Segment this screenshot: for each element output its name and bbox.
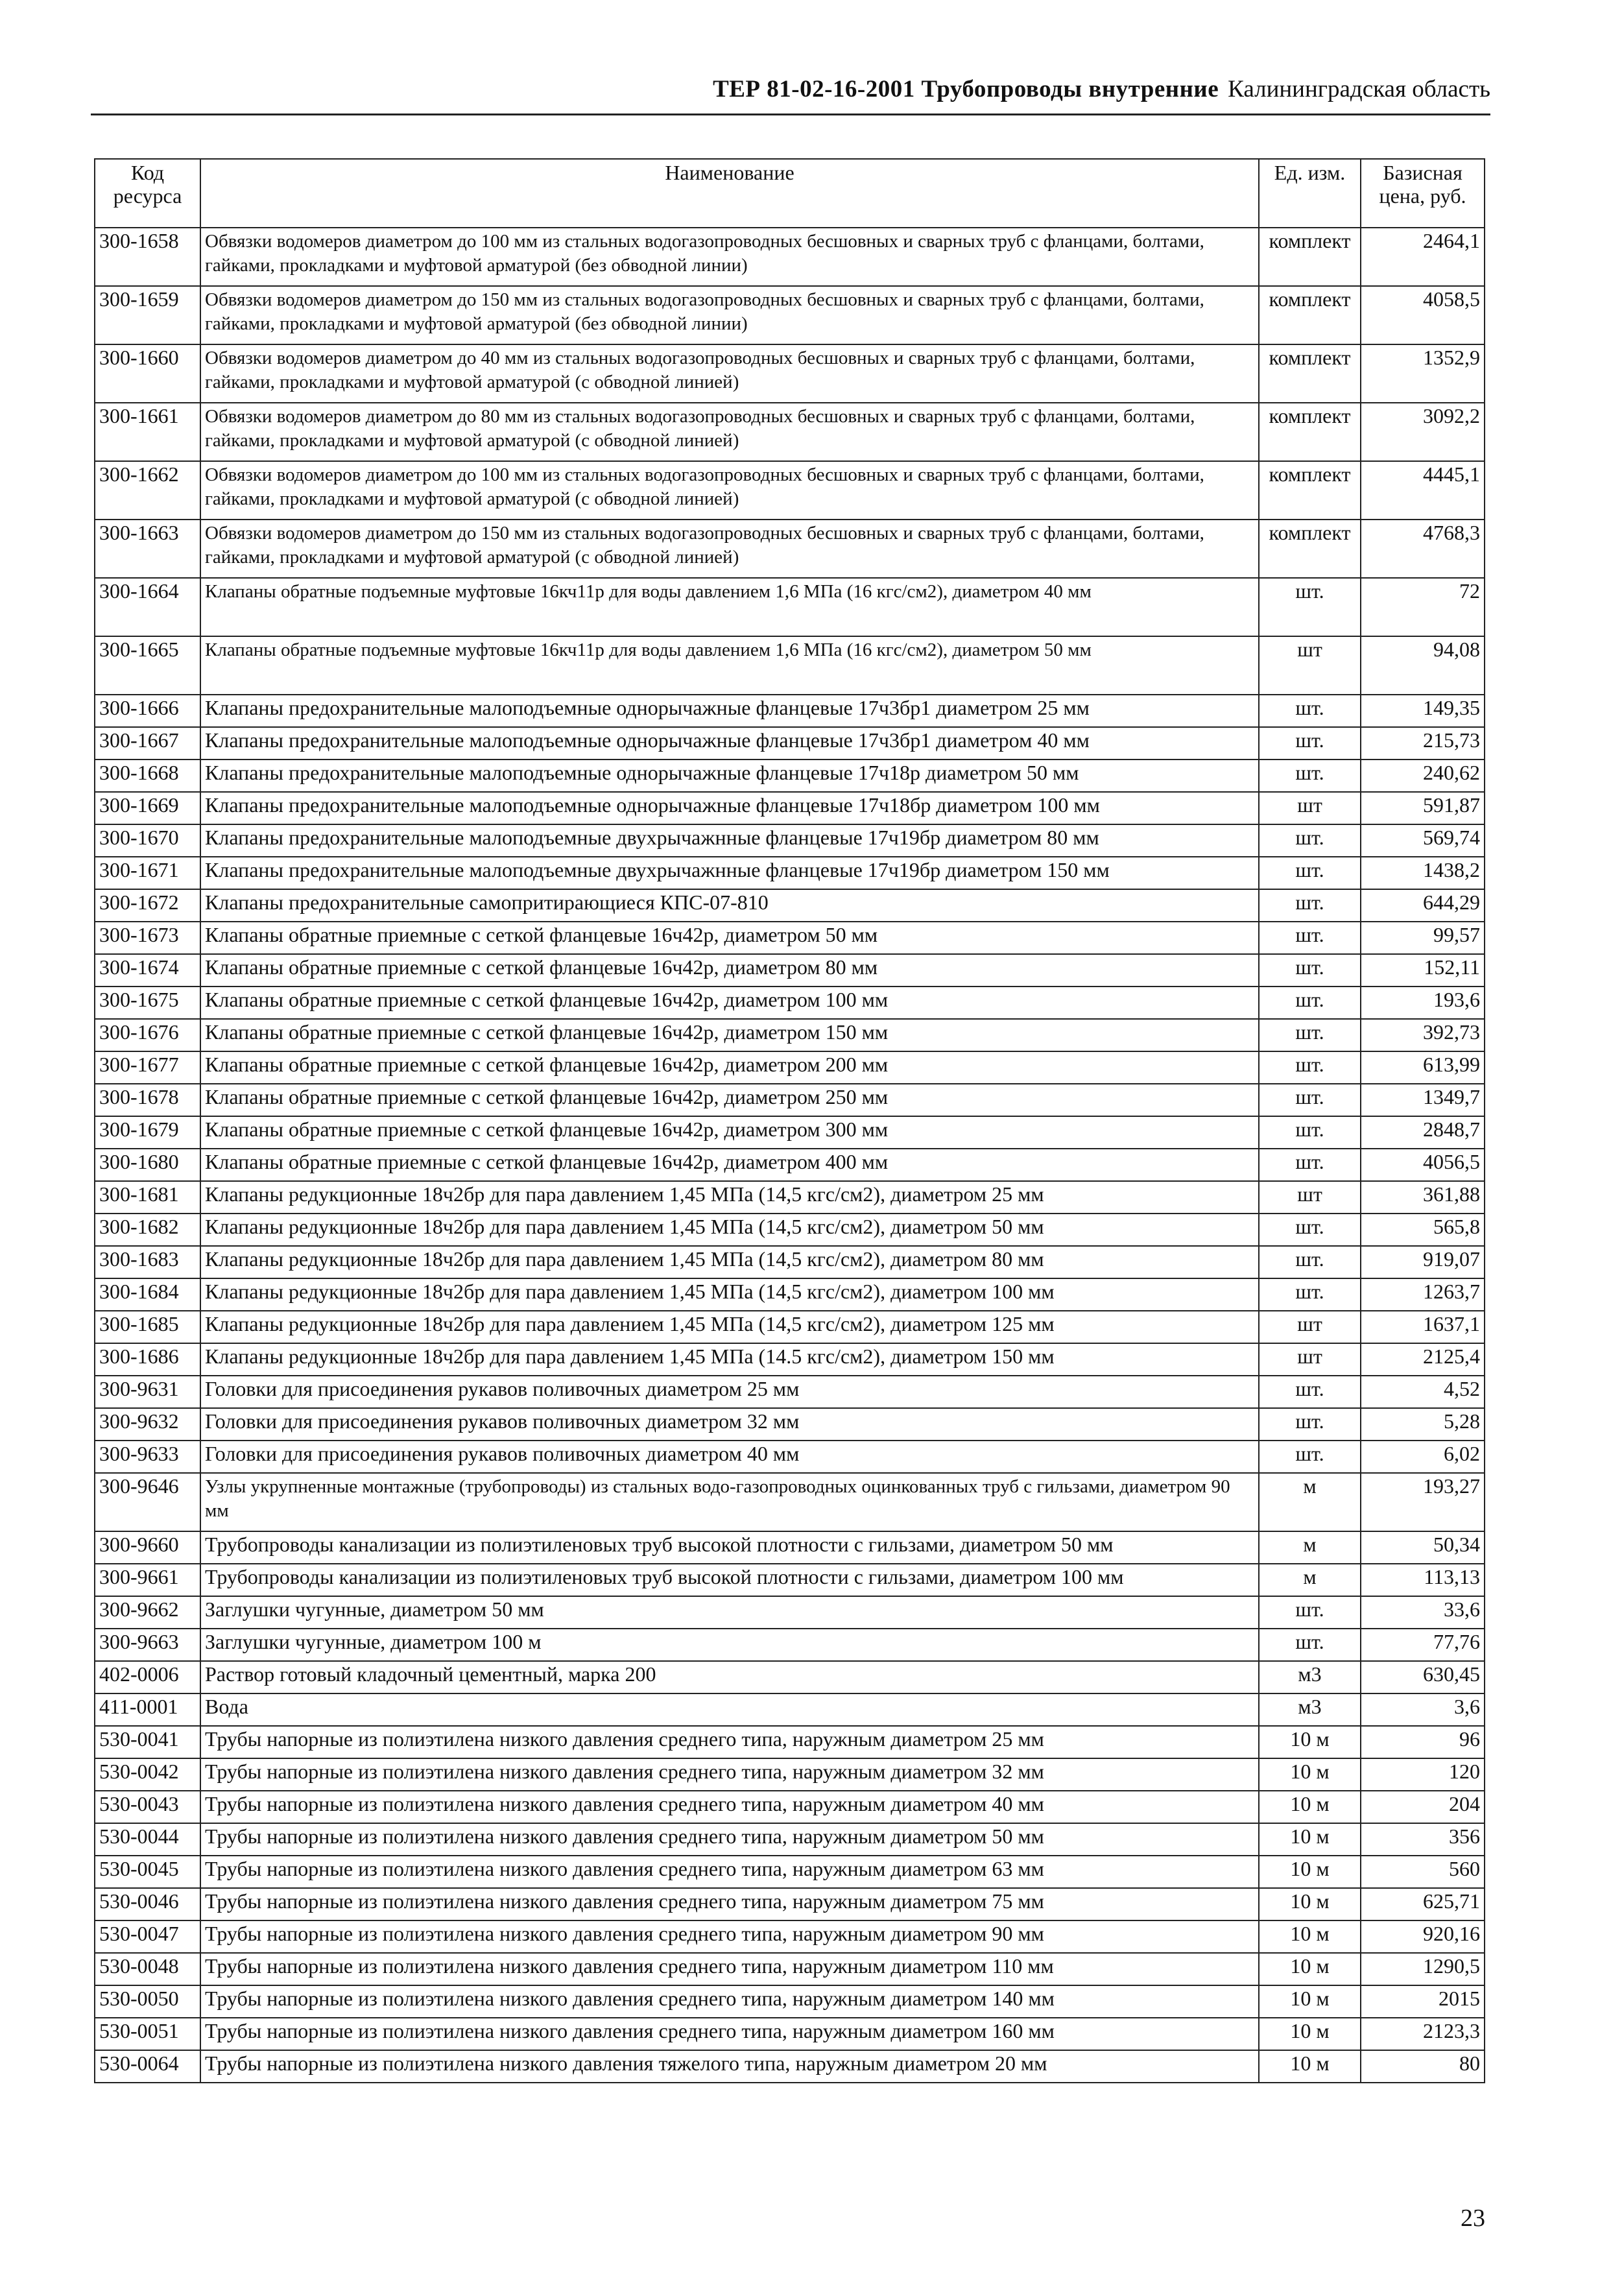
code-cell: 300-1665 [95, 636, 200, 695]
name-cell: Головки для присоединения рукавов поливочных диаметром 25 мм [200, 1376, 1259, 1408]
unit-cell: шт. [1259, 1149, 1361, 1181]
table-row [95, 1531, 1485, 1564]
code-cell: 300-1683 [95, 1246, 200, 1278]
table-row [95, 1311, 1485, 1343]
table-row [95, 2050, 1485, 2083]
unit-cell: шт. [1259, 1596, 1361, 1629]
unit-cell: 10 м [1259, 1920, 1361, 1953]
name-cell: Обвязки водомеров диаметром до 100 мм из стальных водогазопроводных бесшовных и сварных труб с фланцами, болтами, гайками, прокладками и муфтовой арматурой (без обводной линии) [200, 228, 1259, 286]
name-cell: Клапаны предохранительные малоподъемные однорычажные фланцевые 17ч18р диаметром 50 мм [200, 760, 1259, 792]
table-row [95, 1473, 1485, 1531]
table-row [95, 1181, 1485, 1214]
code-cell: 300-1685 [95, 1311, 200, 1343]
name-cell: Клапаны предохранительные малоподъемные однорычажные фланцевые 17ч18бр диаметром 100 мм [200, 792, 1259, 824]
name-cell: Клапаны редукционные 18ч2бр для пара давлением 1,45 МПа (14,5 кгс/см2), диаметром 100 мм [200, 1278, 1259, 1311]
table-header-row [95, 159, 1485, 228]
name-cell: Головки для присоединения рукавов поливочных диаметром 32 мм [200, 1408, 1259, 1441]
price-cell: 72 [1361, 578, 1485, 636]
code-cell: 300-1682 [95, 1214, 200, 1246]
unit-cell: шт. [1259, 1246, 1361, 1278]
unit-cell: шт. [1259, 1376, 1361, 1408]
table-row [95, 1343, 1485, 1376]
price-cell: 96 [1361, 1726, 1485, 1758]
name-cell: Клапаны предохранительные самопритирающиеся КПС-07-810 [200, 889, 1259, 922]
price-cell: 1637,1 [1361, 1311, 1485, 1343]
name-cell: Клапаны редукционные 18ч2бр для пара давлением 1,45 МПа (14.5 кгс/см2), диаметром 150 мм [200, 1343, 1259, 1376]
unit-cell: 10 м [1259, 2018, 1361, 2050]
code-cell: 530-0047 [95, 1920, 200, 1953]
table-row [95, 1693, 1485, 1726]
code-cell: 300-1668 [95, 760, 200, 792]
unit-cell: 10 м [1259, 1791, 1361, 1823]
name-cell: Трубы напорные из полиэтилена низкого давления среднего типа, наружным диаметром 110 мм [200, 1953, 1259, 1985]
name-cell: Клапаны обратные приемные с сеткой фланцевые 16ч42р, диаметром 300 мм [200, 1116, 1259, 1149]
name-cell: Трубопроводы канализации из полиэтиленовых труб высокой плотности с гильзами, диаметром 50 мм [200, 1531, 1259, 1564]
name-cell: Клапаны обратные приемные с сеткой фланцевые 16ч42р, диаметром 400 мм [200, 1149, 1259, 1181]
code-cell: 300-1661 [95, 403, 200, 461]
code-cell: 411-0001 [95, 1693, 200, 1726]
unit-cell: комплект [1259, 286, 1361, 344]
price-cell: 2125,4 [1361, 1343, 1485, 1376]
price-cell: 94,08 [1361, 636, 1485, 695]
code-cell: 300-1676 [95, 1019, 200, 1051]
price-cell: 919,07 [1361, 1246, 1485, 1278]
code-cell: 300-1663 [95, 520, 200, 578]
name-cell: Трубы напорные из полиэтилена низкого давления среднего типа, наружным диаметром 63 мм [200, 1856, 1259, 1888]
name-cell: Клапаны предохранительные малоподъемные однорычажные фланцевые 17ч3бр1 диаметром 40 мм [200, 727, 1259, 760]
unit-cell: шт [1259, 1311, 1361, 1343]
price-cell: 80 [1361, 2050, 1485, 2083]
unit-cell: 10 м [1259, 1985, 1361, 2018]
table-body [95, 228, 1485, 2083]
code-cell: 300-9631 [95, 1376, 200, 1408]
name-cell: Трубопроводы канализации из полиэтиленовых труб высокой плотности с гильзами, диаметром 100 мм [200, 1564, 1259, 1596]
code-cell: 300-9632 [95, 1408, 200, 1441]
table-row [95, 1953, 1485, 1985]
unit-cell: шт. [1259, 760, 1361, 792]
unit-cell: шт. [1259, 857, 1361, 889]
unit-cell: комплект [1259, 344, 1361, 403]
unit-cell: шт. [1259, 922, 1361, 954]
code-cell: 300-1678 [95, 1084, 200, 1116]
code-cell: 300-1669 [95, 792, 200, 824]
unit-cell: комплект [1259, 461, 1361, 520]
resource-price-table [94, 158, 1485, 2083]
table-row [95, 1758, 1485, 1791]
unit-cell: шт. [1259, 954, 1361, 987]
code-cell: 300-9661 [95, 1564, 200, 1596]
unit-cell: шт. [1259, 1629, 1361, 1661]
name-cell: Обвязки водомеров диаметром до 150 мм из стальных водогазопроводных бесшовных и сварных труб с фланцами, болтами, гайками, прокладками и муфтовой арматурой (без обводной линии) [200, 286, 1259, 344]
price-cell: 2848,7 [1361, 1116, 1485, 1149]
name-cell: Раствор готовый кладочный цементный, марка 200 [200, 1661, 1259, 1693]
unit-cell: шт. [1259, 1278, 1361, 1311]
unit-cell: м3 [1259, 1661, 1361, 1693]
price-cell: 2464,1 [1361, 228, 1485, 286]
table-row [95, 1051, 1485, 1084]
page-header [91, 75, 1490, 115]
unit-cell: м [1259, 1564, 1361, 1596]
table-row [95, 1278, 1485, 1311]
price-cell: 3,6 [1361, 1693, 1485, 1726]
price-cell: 113,13 [1361, 1564, 1485, 1596]
code-cell: 300-1660 [95, 344, 200, 403]
table-row [95, 344, 1485, 403]
price-cell: 5,28 [1361, 1408, 1485, 1441]
unit-cell: шт. [1259, 824, 1361, 857]
price-cell: 1352,9 [1361, 344, 1485, 403]
code-cell: 300-1684 [95, 1278, 200, 1311]
name-cell: Клапаны обратные приемные с сеткой фланцевые 16ч42р, диаметром 200 мм [200, 1051, 1259, 1084]
table-row [95, 1408, 1485, 1441]
document-title: ТЕР 81-02-16-2001 Трубопроводы внутренние [713, 76, 1219, 102]
unit-cell: шт. [1259, 727, 1361, 760]
unit-cell: комплект [1259, 228, 1361, 286]
table-row [95, 1149, 1485, 1181]
table-row [95, 1661, 1485, 1693]
table-row [95, 636, 1485, 695]
table-row [95, 1214, 1485, 1246]
code-cell: 300-9660 [95, 1531, 200, 1564]
code-cell: 300-1672 [95, 889, 200, 922]
price-cell: 215,73 [1361, 727, 1485, 760]
unit-cell: шт [1259, 636, 1361, 695]
table-row [95, 954, 1485, 987]
name-cell: Клапаны обратные подъемные муфтовые 16кч11р для воды давлением 1,6 МПа (16 кгс/см2), диаметром 40 мм [200, 578, 1259, 636]
name-cell: Трубы напорные из полиэтилена низкого давления среднего типа, наружным диаметром 40 мм [200, 1791, 1259, 1823]
table-row [95, 1985, 1485, 2018]
unit-cell: 10 м [1259, 1823, 1361, 1856]
name-cell: Клапаны обратные приемные с сеткой фланцевые 16ч42р, диаметром 250 мм [200, 1084, 1259, 1116]
unit-cell: шт. [1259, 1214, 1361, 1246]
price-cell: 565,8 [1361, 1214, 1485, 1246]
price-cell: 3092,2 [1361, 403, 1485, 461]
price-cell: 1263,7 [1361, 1278, 1485, 1311]
code-cell: 530-0064 [95, 2050, 200, 2083]
name-cell: Трубы напорные из полиэтилена низкого давления тяжелого типа, наружным диаметром 20 мм [200, 2050, 1259, 2083]
price-cell: 392,73 [1361, 1019, 1485, 1051]
table-row [95, 824, 1485, 857]
name-cell: Трубы напорные из полиэтилена низкого давления среднего типа, наружным диаметром 160 мм [200, 2018, 1259, 2050]
code-cell: 300-1671 [95, 857, 200, 889]
unit-cell: шт [1259, 792, 1361, 824]
code-cell: 530-0043 [95, 1791, 200, 1823]
name-cell: Обвязки водомеров диаметром до 150 мм из стальных водогазопроводных бесшовных и сварных труб с фланцами, болтами, гайками, прокладками и муфтовой арматурой (с обводной линией) [200, 520, 1259, 578]
column-header-unit: Ед. изм. [1259, 159, 1361, 228]
unit-cell: шт. [1259, 889, 1361, 922]
code-cell: 300-1679 [95, 1116, 200, 1149]
code-cell: 530-0050 [95, 1985, 200, 2018]
unit-cell: шт. [1259, 1019, 1361, 1051]
code-cell: 300-9633 [95, 1441, 200, 1473]
unit-cell: 10 м [1259, 1953, 1361, 1985]
price-cell: 1438,2 [1361, 857, 1485, 889]
unit-cell: шт. [1259, 987, 1361, 1019]
name-cell: Заглушки чугунные, диаметром 50 мм [200, 1596, 1259, 1629]
table-row [95, 1629, 1485, 1661]
price-cell: 99,57 [1361, 922, 1485, 954]
unit-cell: м3 [1259, 1693, 1361, 1726]
name-cell: Обвязки водомеров диаметром до 40 мм из стальных водогазопроводных бесшовных и сварных труб с фланцами, болтами, гайками, прокладками и муфтовой арматурой (с обводной линией) [200, 344, 1259, 403]
table-row [95, 403, 1485, 461]
price-cell: 204 [1361, 1791, 1485, 1823]
unit-cell: шт. [1259, 695, 1361, 727]
code-cell: 530-0048 [95, 1953, 200, 1985]
table-row [95, 792, 1485, 824]
name-cell: Вода [200, 1693, 1259, 1726]
price-cell: 240,62 [1361, 760, 1485, 792]
unit-cell: 10 м [1259, 1856, 1361, 1888]
price-cell: 193,27 [1361, 1473, 1485, 1531]
price-cell: 149,35 [1361, 695, 1485, 727]
code-cell: 300-1681 [95, 1181, 200, 1214]
table-row [95, 228, 1485, 286]
unit-cell: комплект [1259, 520, 1361, 578]
code-cell: 530-0046 [95, 1888, 200, 1920]
price-cell: 4058,5 [1361, 286, 1485, 344]
name-cell: Трубы напорные из полиэтилена низкого давления среднего типа, наружным диаметром 140 мм [200, 1985, 1259, 2018]
code-cell: 300-1686 [95, 1343, 200, 1376]
price-cell: 560 [1361, 1856, 1485, 1888]
table-row [95, 987, 1485, 1019]
table-row [95, 889, 1485, 922]
table-row [95, 2018, 1485, 2050]
unit-cell: 10 м [1259, 1888, 1361, 1920]
name-cell: Трубы напорные из полиэтилена низкого давления среднего типа, наружным диаметром 25 мм [200, 1726, 1259, 1758]
table-row [95, 1856, 1485, 1888]
table-row [95, 1726, 1485, 1758]
code-cell: 300-9663 [95, 1629, 200, 1661]
table-row [95, 1791, 1485, 1823]
price-cell: 1349,7 [1361, 1084, 1485, 1116]
code-cell: 530-0041 [95, 1726, 200, 1758]
name-cell: Заглушки чугунные, диаметром 100 м [200, 1629, 1259, 1661]
code-cell: 300-1670 [95, 824, 200, 857]
price-cell: 33,6 [1361, 1596, 1485, 1629]
table-row [95, 578, 1485, 636]
price-cell: 569,74 [1361, 824, 1485, 857]
price-cell: 644,29 [1361, 889, 1485, 922]
table-row [95, 695, 1485, 727]
name-cell: Трубы напорные из полиэтилена низкого давления среднего типа, наружным диаметром 75 мм [200, 1888, 1259, 1920]
code-cell: 530-0045 [95, 1856, 200, 1888]
code-cell: 300-1674 [95, 954, 200, 987]
region-name: Калининградская область [1228, 76, 1490, 102]
unit-cell: м [1259, 1531, 1361, 1564]
name-cell: Трубы напорные из полиэтилена низкого давления среднего типа, наружным диаметром 32 мм [200, 1758, 1259, 1791]
price-cell: 361,88 [1361, 1181, 1485, 1214]
unit-cell: 10 м [1259, 1758, 1361, 1791]
code-cell: 300-1658 [95, 228, 200, 286]
price-cell: 613,99 [1361, 1051, 1485, 1084]
price-cell: 4056,5 [1361, 1149, 1485, 1181]
price-cell: 630,45 [1361, 1661, 1485, 1693]
price-cell: 50,34 [1361, 1531, 1485, 1564]
table-row [95, 922, 1485, 954]
price-cell: 4,52 [1361, 1376, 1485, 1408]
table-row [95, 461, 1485, 520]
name-cell: Клапаны предохранительные малоподъемные двухрычажнные фланцевые 17ч19бр диаметром 80 мм [200, 824, 1259, 857]
column-header-name: Наименование [200, 159, 1259, 228]
price-cell: 6,02 [1361, 1441, 1485, 1473]
name-cell: Клапаны предохранительные малоподъемные однорычажные фланцевые 17ч3бр1 диаметром 25 мм [200, 695, 1259, 727]
table-row [95, 1596, 1485, 1629]
name-cell: Клапаны предохранительные малоподъемные двухрычажнные фланцевые 17ч19бр диаметром 150 мм [200, 857, 1259, 889]
unit-cell: шт. [1259, 1116, 1361, 1149]
name-cell: Клапаны обратные приемные с сеткой фланцевые 16ч42р, диаметром 150 мм [200, 1019, 1259, 1051]
price-cell: 152,11 [1361, 954, 1485, 987]
table-row [95, 520, 1485, 578]
code-cell: 530-0044 [95, 1823, 200, 1856]
table-row [95, 1441, 1485, 1473]
table-row [95, 1246, 1485, 1278]
unit-cell: м [1259, 1473, 1361, 1531]
price-cell: 4445,1 [1361, 461, 1485, 520]
code-cell: 402-0006 [95, 1661, 200, 1693]
unit-cell: 10 м [1259, 2050, 1361, 2083]
table-row [95, 857, 1485, 889]
table-row [95, 760, 1485, 792]
name-cell: Клапаны редукционные 18ч2бр для пара давлением 1,45 МПа (14,5 кгс/см2), диаметром 25 мм [200, 1181, 1259, 1214]
unit-cell: шт. [1259, 578, 1361, 636]
table-row [95, 1920, 1485, 1953]
page-number: 23 [1461, 2205, 1485, 2232]
unit-cell: 10 м [1259, 1726, 1361, 1758]
name-cell: Трубы напорные из полиэтилена низкого давления среднего типа, наружным диаметром 50 мм [200, 1823, 1259, 1856]
code-cell: 300-1659 [95, 286, 200, 344]
price-cell: 625,71 [1361, 1888, 1485, 1920]
code-cell: 300-1675 [95, 987, 200, 1019]
unit-cell: шт. [1259, 1051, 1361, 1084]
price-cell: 1290,5 [1361, 1953, 1485, 1985]
price-cell: 120 [1361, 1758, 1485, 1791]
table-row [95, 1564, 1485, 1596]
price-cell: 77,76 [1361, 1629, 1485, 1661]
table-row [95, 1376, 1485, 1408]
table-row [95, 727, 1485, 760]
code-cell: 300-1667 [95, 727, 200, 760]
column-header-price: Базисная цена, руб. [1361, 159, 1485, 228]
price-cell: 591,87 [1361, 792, 1485, 824]
price-cell: 4768,3 [1361, 520, 1485, 578]
name-cell: Обвязки водомеров диаметром до 80 мм из стальных водогазопроводных бесшовных и сварных труб с фланцами, болтами, гайками, прокладками и муфтовой арматурой (с обводной линией) [200, 403, 1259, 461]
name-cell: Головки для присоединения рукавов поливочных диаметром 40 мм [200, 1441, 1259, 1473]
price-cell: 2123,3 [1361, 2018, 1485, 2050]
price-cell: 356 [1361, 1823, 1485, 1856]
unit-cell: шт [1259, 1181, 1361, 1214]
price-cell: 2015 [1361, 1985, 1485, 2018]
column-header-code: Код ресурса [95, 159, 200, 228]
unit-cell: шт. [1259, 1084, 1361, 1116]
name-cell: Клапаны редукционные 18ч2бр для пара давлением 1,45 МПа (14,5 кгс/см2), диаметром 50 мм [200, 1214, 1259, 1246]
unit-cell: комплект [1259, 403, 1361, 461]
unit-cell: шт [1259, 1343, 1361, 1376]
code-cell: 530-0051 [95, 2018, 200, 2050]
table-row [95, 1019, 1485, 1051]
name-cell: Узлы укрупненные монтажные (трубопроводы) из стальных водо-газопроводных оцинкованных труб с гильзами, диаметром 90 мм [200, 1473, 1259, 1531]
code-cell: 300-9646 [95, 1473, 200, 1531]
table-row [95, 1888, 1485, 1920]
price-cell: 193,6 [1361, 987, 1485, 1019]
code-cell: 300-9662 [95, 1596, 200, 1629]
code-cell: 300-1666 [95, 695, 200, 727]
name-cell: Клапаны обратные приемные с сеткой фланцевые 16ч42р, диаметром 100 мм [200, 987, 1259, 1019]
name-cell: Клапаны обратные подъемные муфтовые 16кч11р для воды давлением 1,6 МПа (16 кгс/см2), диаметром 50 мм [200, 636, 1259, 695]
name-cell: Клапаны редукционные 18ч2бр для пара давлением 1,45 МПа (14,5 кгс/см2), диаметром 80 мм [200, 1246, 1259, 1278]
unit-cell: шт. [1259, 1441, 1361, 1473]
name-cell: Трубы напорные из полиэтилена низкого давления среднего типа, наружным диаметром 90 мм [200, 1920, 1259, 1953]
code-cell: 300-1662 [95, 461, 200, 520]
table-row [95, 1823, 1485, 1856]
code-cell: 300-1677 [95, 1051, 200, 1084]
code-cell: 300-1664 [95, 578, 200, 636]
name-cell: Клапаны обратные приемные с сеткой фланцевые 16ч42р, диаметром 50 мм [200, 922, 1259, 954]
price-cell: 920,16 [1361, 1920, 1485, 1953]
code-cell: 300-1680 [95, 1149, 200, 1181]
unit-cell: шт. [1259, 1408, 1361, 1441]
name-cell: Обвязки водомеров диаметром до 100 мм из стальных водогазопроводных бесшовных и сварных труб с фланцами, болтами, гайками, прокладками и муфтовой арматурой (с обводной линией) [200, 461, 1259, 520]
table-row [95, 1116, 1485, 1149]
name-cell: Клапаны обратные приемные с сеткой фланцевые 16ч42р, диаметром 80 мм [200, 954, 1259, 987]
name-cell: Клапаны редукционные 18ч2бр для пара давлением 1,45 МПа (14,5 кгс/см2), диаметром 125 мм [200, 1311, 1259, 1343]
table-row [95, 1084, 1485, 1116]
table-row [95, 286, 1485, 344]
code-cell: 530-0042 [95, 1758, 200, 1791]
code-cell: 300-1673 [95, 922, 200, 954]
